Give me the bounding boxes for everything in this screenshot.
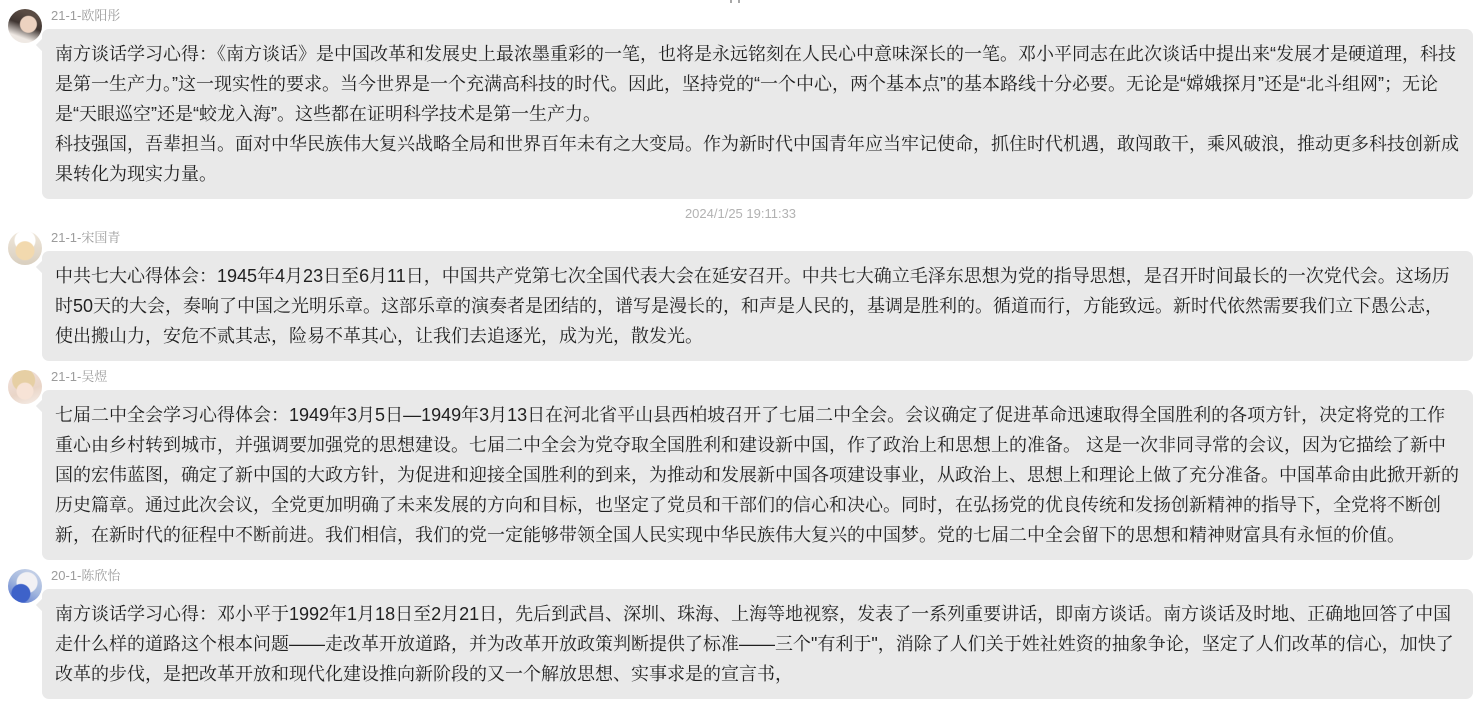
message-bubble[interactable] [42, 29, 1473, 199]
message-content [42, 369, 1473, 560]
message-text: 中共七大心得体会：1945年4月23日至6月11日，中国共产党第七次全国代表大会在延安召开。中共七大确立毛泽东思想为党的指导思想，是召开时间最长的一次党代会。这场历时50天的大会，奏响了中国之光明乐章。这部乐章的演奏者是团结的，谱写是漫长的，和声是人民的，基调是胜利的。循道而行，方能致远。新时代依然需要我们立下愚公志，使出搬山力，安危不贰其志，险易不革其心，让我们去追逐光，成为光，散发光。 [55, 266, 1450, 346]
message-content [42, 8, 1473, 199]
message-bubble[interactable] [42, 251, 1473, 361]
message-text: 南方谈话学习心得：邓小平于1992年1月18日至2月21日，先后到武昌、深圳、珠海、上海等地视察，发表了一系列重要讲话，即南方谈话。南方谈话及时地、正确地回答了中国走什么样的道路这个根本问题——走改革开放道路，并为改革开放政策判断提供了标准——三个"有利于"，消除了人们关于姓社姓资的抽象争论，坚定了人们改革的信心，加快了改革的步伐，是把改革开放和现代化建设推向新阶段的又一个解放思想、实事求是的宣言书， [55, 604, 1454, 684]
sender-name: 21-1-宋国青 [51, 230, 121, 245]
avatar[interactable] [8, 370, 42, 404]
message-row [0, 560, 1481, 699]
sender-name: 21-1-吴煜 [51, 369, 108, 384]
message-text: 七届二中全会学习心得体会：1949年3月5日—1949年3月13日在河北省平山县西柏坡召开了七届二中全会。会议确定了促进革命迅速取得全国胜利的各项方针，决定将党的工作重心由乡村转到城市，并强调要加强党的思想建设。七届二中全会为党夺取全国胜利和建设新中国，作了政治上和思想上的准备。 这是一次非同寻常的会议，因为它描绘了新中国的宏伟蓝图，确定了新中国的大政方针，为促进和迎接全国胜利的到来，为推动和发展新中国各项建设事业，从政治上、思想上和理论上做了充分准备。中国革命由此掀开新的历史篇章。通过此次会议，全党更加明确了未来发展的方向和目标，也坚定了党员和干部们的信心和决心。同时，在弘扬党的优良传统和发扬创新精神的指导下，全党将不断创新，在新时代的征程中不断前进。我们相信，我们的党一定能够带领全国人民实现中华民族伟大复兴的中国梦。党的七届二中全会留下的思想和精神财富具有永恒的价值。 [55, 405, 1459, 545]
message-content [42, 230, 1473, 361]
message-content [42, 568, 1473, 699]
message-row [0, 222, 1481, 361]
message-bubble[interactable] [42, 390, 1473, 560]
message-row [0, 0, 1481, 199]
avatar[interactable] [8, 231, 42, 265]
timestamp: 2024/1/25 19:11:33 [684, 206, 797, 221]
message-bubble[interactable] [42, 589, 1473, 699]
message-row [0, 361, 1481, 560]
message-text: 南方谈话学习心得：《南方谈话》是中国改革和发展史上最浓墨重彩的一笔，也将是永远铭刻在人民心中意味深长的一笔。邓小平同志在此次谈话中提出来“发展才是硬道理，科技是第一生产力。”这一现实性的要求。当今世界是一个充满高科技的时代。因此，坚持党的“一个中心，两个基本点”的基本路线十分必要。无论是“嫦娥探月”还是“北斗组网”；无论是“天眼巡空”还是“蛟龙入海”。这些都在证明科学技术是第一生产力。 [55, 44, 1456, 124]
clipped-timestamp-remnant [727, 0, 745, 3]
message-text: 科技强国，吾辈担当。面对中华民族伟大复兴战略全局和世界百年未有之大变局。作为新时代中国青年应当牢记使命，抓住时代机遇，敢闯敢干，乘风破浪，推动更多科技创新成果转化为现实力量。 [55, 134, 1459, 184]
avatar[interactable] [8, 9, 42, 43]
sender-name: 20-1-陈欣怡 [51, 568, 121, 583]
avatar[interactable] [8, 569, 42, 603]
sender-name: 21-1-欧阳彤 [51, 8, 121, 23]
